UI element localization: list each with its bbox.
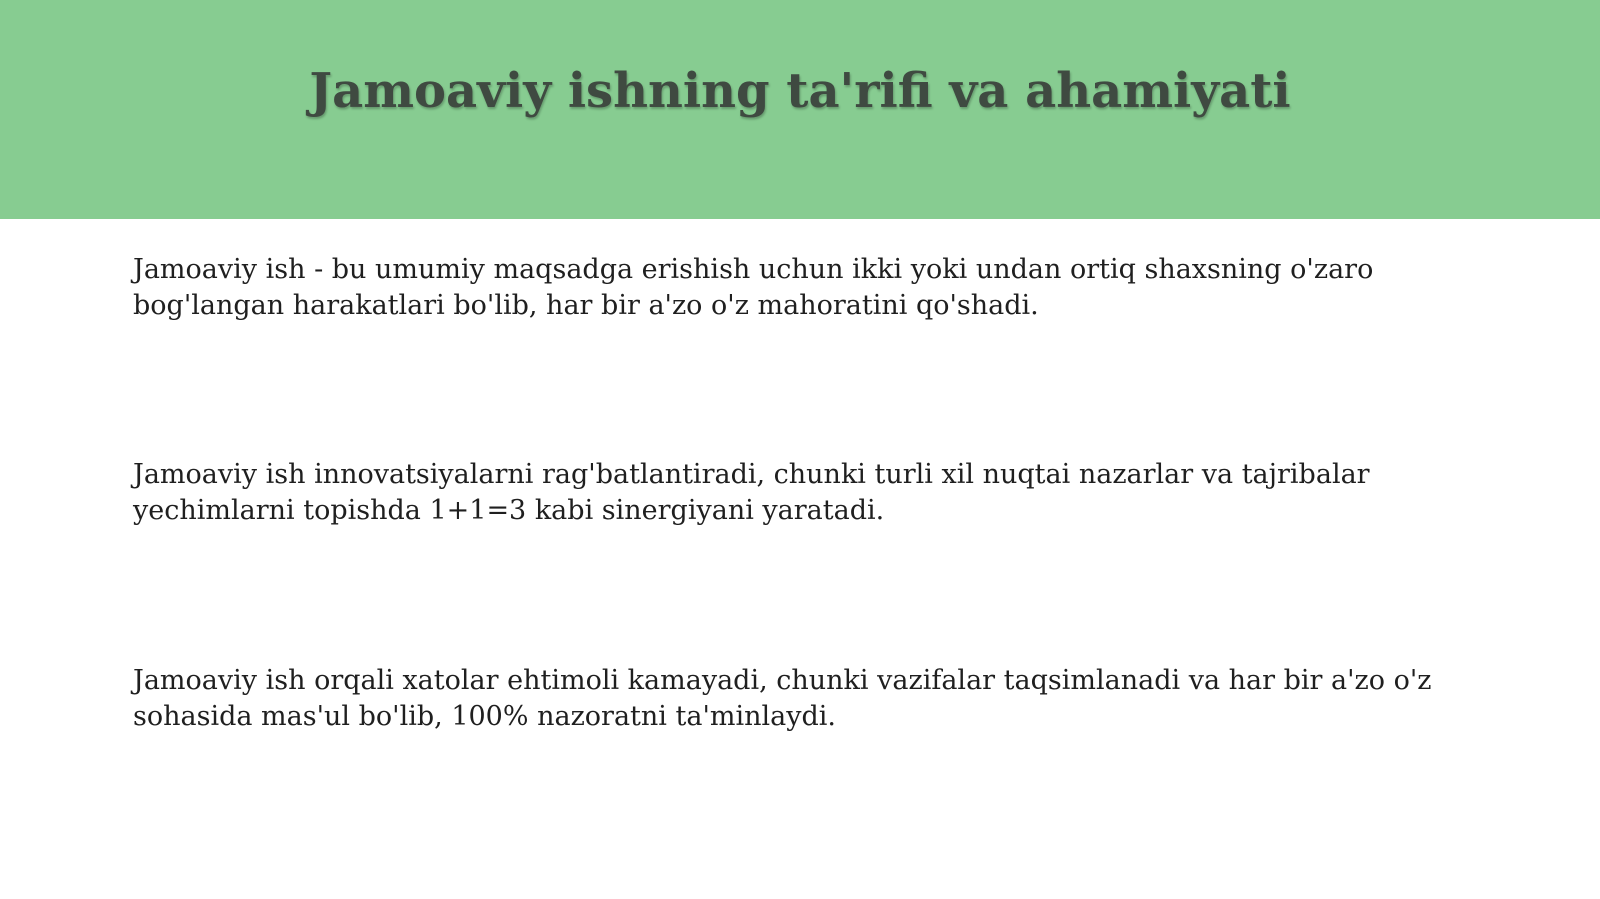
paragraph-innovation: Jamoaviy ish innovatsiyalarni rag'batlantiradi, chunki turli xil nuqtai nazarlar va tajribalar yechimlarni topishda 1+1=3 kabi sinergiyani yaratadi. — [133, 459, 1370, 526]
paragraph-definition: Jamoaviy ish - bu umumiy maqsadga erishish uchun ikki yoki undan ortiq shaxsning o'zaro bog'langan harakatlari bo'lib, har bir a'zo o'z mahoratini qo'shadi. — [133, 254, 1374, 321]
title-banner — [0, 0, 1600, 219]
slide-title: Jamoaviy ishning ta'rifi va ahamiyati — [309, 63, 1291, 119]
paragraph-error-reduction: Jamoaviy ish orqali xatolar ehtimoli kamayadi, chunki vazifalar taqsimlanadi va har bir a'zo o'z sohasida mas'ul bo'lib, 100% nazoratni ta'minlaydi. — [133, 665, 1432, 732]
